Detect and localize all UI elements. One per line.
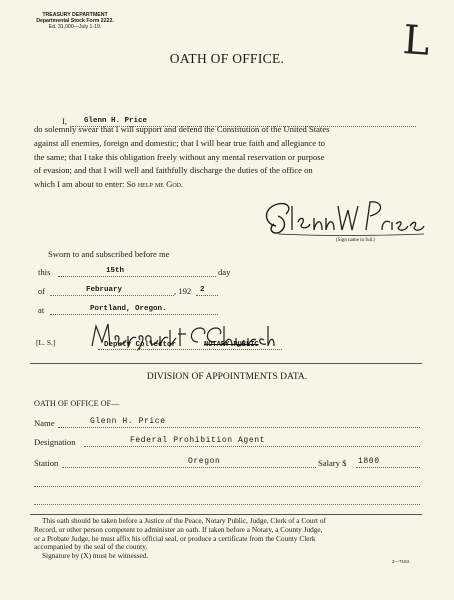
oath-help-me-god: help me God.	[137, 179, 184, 190]
oath-line-3: the same; that I take this obligation freely without any mental reservation or purpose	[34, 151, 325, 162]
officer-signature-line	[98, 349, 282, 350]
footer-line-4: accompanied by the seal of the county.	[34, 542, 148, 552]
applicant-signature-text: Glenn H Price	[258, 196, 264, 197]
oath-of-office-of-label: OATH OF OFFICE OF—	[34, 399, 120, 408]
station-label: Station	[34, 458, 59, 468]
jurat-seal-label: [L. S.]	[36, 338, 56, 347]
designation-value: Federal Prohibition Agent	[130, 436, 266, 445]
jurat-at-label: at	[38, 305, 45, 315]
footer-line-1: This oath should be taken before a Justice of the Peace, Notary Public, Judge, Clerk of a Court of	[42, 516, 326, 525]
jurat-place-value: Portland, Oregon.	[90, 305, 167, 313]
header-form-number: Departmental Stock Form 2222.	[36, 18, 114, 24]
page-title: OATH OF OFFICE.	[169, 51, 285, 66]
jurat-month-value: February	[86, 286, 123, 294]
name-value: Glenn H. Price	[90, 417, 166, 426]
form-code: 2—7163	[392, 559, 410, 564]
oath-line-1: do solemnly swear that I will support and defend the Constitution of the United States	[34, 124, 330, 134]
signature-caption: (Sign name in full.)	[336, 238, 376, 243]
salary-value: 1800	[358, 457, 380, 466]
station-line	[62, 467, 316, 468]
designation-label: Designation	[34, 437, 76, 447]
jurat-year-value: 2	[200, 286, 205, 294]
blank-line-1	[34, 486, 420, 487]
station-value: Oregon	[188, 457, 221, 466]
jurat-this-label: this	[38, 267, 51, 277]
oath-line-2: against all enemies, foreign and domestic; that I will bear true faith and allegiance to	[34, 137, 325, 148]
designation-line	[84, 446, 420, 447]
jurat-sworn: Sworn to and subscribed before me	[48, 249, 170, 259]
jurat-year-prefix: , 192	[174, 286, 192, 296]
footer-signature-note: Signature by (X) must be witnessed.	[42, 551, 149, 561]
officer-title: Deputy Collector	[104, 341, 177, 349]
jurat-of-label: of	[38, 286, 46, 296]
oath-line-4: of evasion; and that I will well and faithfully discharge the duties of the office on	[34, 165, 313, 176]
oath-text	[34, 123, 424, 192]
salary-line	[356, 467, 420, 468]
name-label: Name	[34, 418, 55, 428]
name-line	[58, 427, 420, 428]
jurat-month-line	[50, 295, 174, 296]
salary-label: Salary $	[318, 458, 347, 468]
footer-line-3: or a Probate Judge, he must affix his official seal, or produce a certificate from the County Clerk	[34, 533, 316, 543]
footer-instructions	[34, 517, 426, 561]
oath-last-line: which I am about to enter: So	[34, 179, 136, 190]
blank-line-2	[34, 504, 420, 505]
oath-line-5	[34, 178, 424, 192]
division-heading: DIVISION OF APPOINTMENTS DATA.	[146, 372, 308, 382]
officer-signature-text: Margaretta C Church	[86, 318, 95, 319]
oath-i-label: I,	[62, 116, 68, 126]
jurat-year-line	[196, 295, 218, 296]
jurat-place-line	[50, 314, 218, 315]
oath-name-value: Glenn H. Price	[84, 117, 148, 125]
jurat-day-value: 15th	[106, 267, 125, 275]
header-edition: Ed. 31,000—July 1-19.	[48, 24, 102, 30]
corner-handwritten-mark: L	[401, 17, 432, 65]
footer-line-2: Record, or other person competent to administer an oath. If taken before a Notary, a County Judge,	[34, 524, 323, 534]
footer-divider	[30, 514, 422, 515]
section-divider	[30, 363, 422, 364]
jurat-day-label: day	[218, 267, 231, 277]
applicant-signature	[258, 196, 428, 242]
struck-notary-public: NOTARY PUBLIC	[204, 341, 259, 349]
form-header	[32, 12, 118, 30]
header-department: TREASURY DEPARTMENT	[42, 12, 108, 18]
jurat-day-line	[58, 276, 216, 277]
